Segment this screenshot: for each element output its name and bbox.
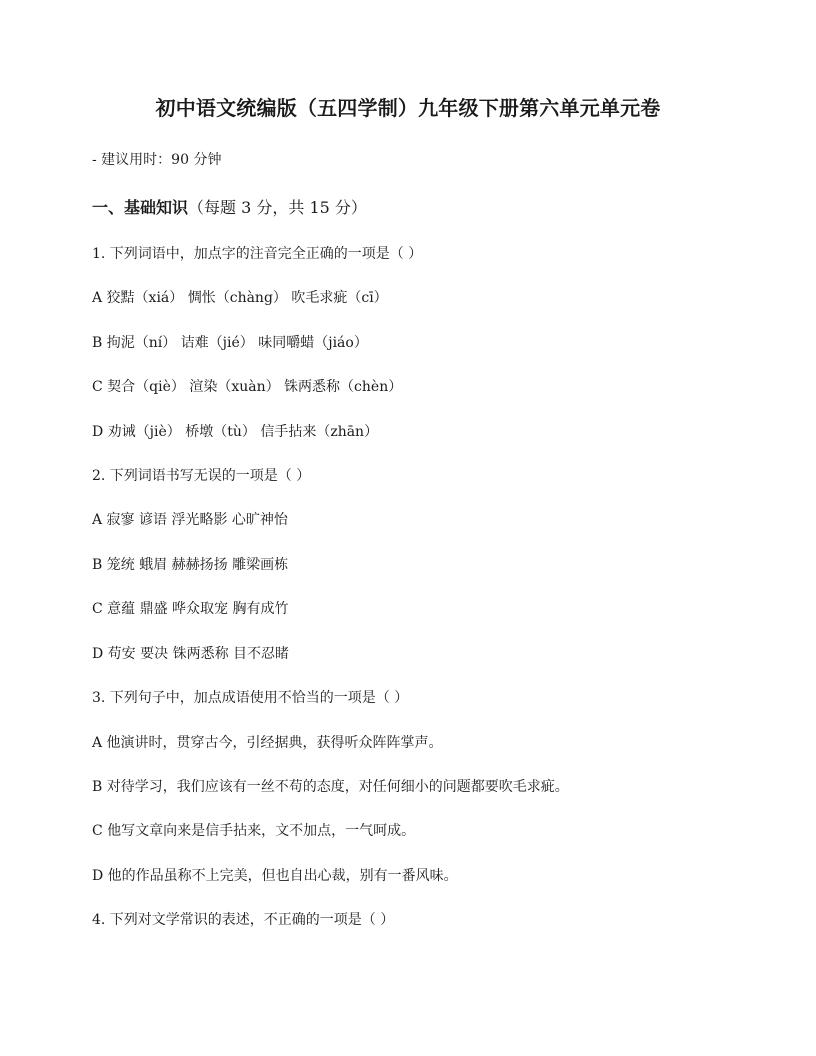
question-stem: 4. 下列对文学常识的表述，不正确的一项是（ ） [92, 912, 395, 928]
question-stem: 2. 下列词语书写无误的一项是（ ） [92, 468, 311, 484]
question-stem: 3. 下列句子中，加点成语使用不恰当的一项是（ ） [92, 690, 409, 706]
option-line: A 他演讲时，贯穿古今，引经据典，获得听众阵阵掌声。 [92, 735, 443, 751]
option-line: D 苟安 要决 铢两悉称 目不忍睹 [92, 646, 290, 662]
option-line: B 对待学习，我们应该有一丝不苟的态度，对任何细小的问题都要吹毛求疵。 [92, 779, 569, 795]
option-line: A 狡黠（xiá） 惆怅（chàng） 吹毛求疵（cī） [92, 290, 388, 306]
document-title: 初中语文统编版（五四学制）九年级下册第六单元单元卷 [155, 96, 661, 120]
option-line: C 契合（qiè） 渲染（xuàn） 铢两悉称（chèn） [92, 379, 403, 395]
option-line: D 他的作品虽称不上完美，但也自出心裁，别有一番风味。 [92, 868, 458, 884]
time-hint: - 建议用时：90 分钟 [92, 152, 222, 168]
question-stem: 1. 下列词语中，加点字的注音完全正确的一项是（ ） [92, 246, 423, 262]
option-line: A 寂寥 谚语 浮光略影 心旷神怡 [92, 512, 288, 528]
section-title: 一、基础知识 [92, 198, 189, 217]
option-line: C 意蕴 鼎盛 哗众取宠 胸有成竹 [92, 601, 289, 617]
option-line: B 笼统 蛾眉 赫赫扬扬 雕梁画栋 [92, 557, 289, 573]
option-line: B 拘泥（ní） 诘难（jié） 味同嚼蜡（jiáo） [92, 335, 368, 351]
option-line: C 他写文章向来是信手拈来，文不加点，一气呵成。 [92, 823, 416, 839]
section-heading [92, 196, 367, 220]
section-score-note: （每题 3 分，共 15 分） [188, 198, 367, 217]
option-line: D 劝诫（jiè） 桥墩（tù） 信手拈来（zhān） [92, 424, 379, 440]
